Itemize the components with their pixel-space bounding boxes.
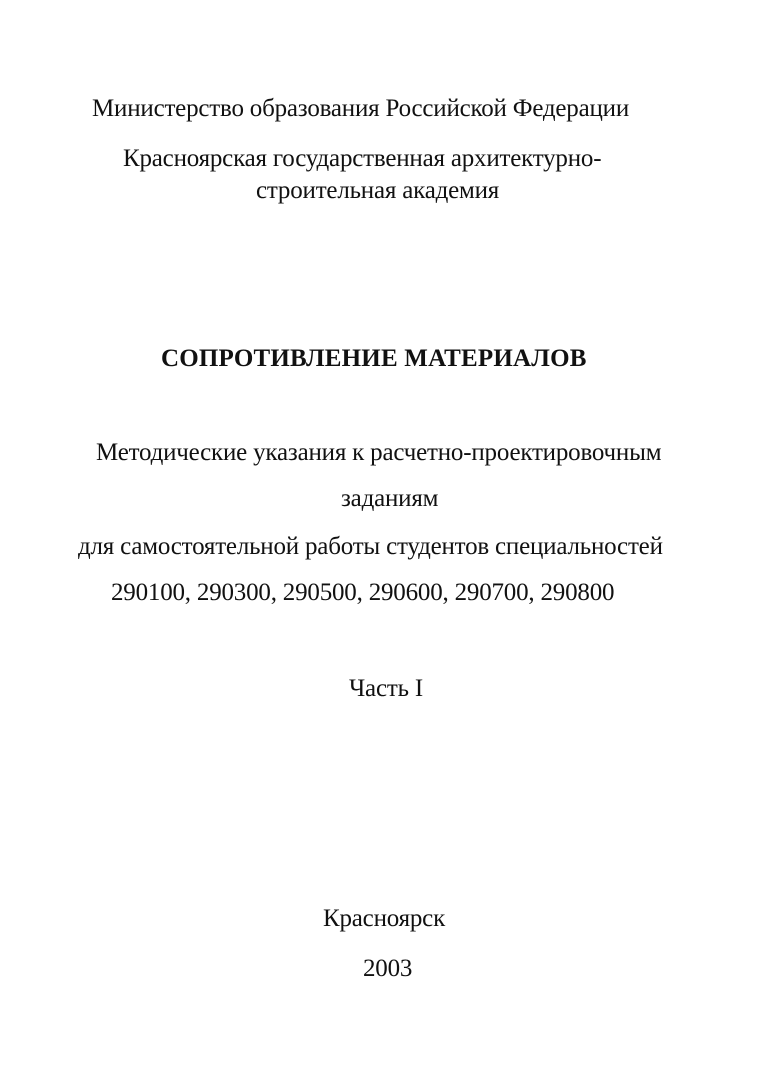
- subtitle-line2: заданиям: [341, 485, 439, 512]
- part-number: Часть I: [349, 675, 423, 702]
- year: 2003: [363, 955, 413, 982]
- ministry-name: Министерство образования Российской Федерации: [92, 95, 630, 122]
- subtitle-line1: Методические указания к расчетно-проектировочным: [96, 439, 662, 466]
- document-title: СОПРОТИВЛЕНИЕ МАТЕРИАЛОВ: [161, 345, 587, 372]
- city: Красноярск: [323, 905, 446, 932]
- academy-name-line1: Красноярская государственная архитектурно-: [123, 145, 602, 172]
- specialties-list: 290100, 290300, 290500, 290600, 290700, 290800: [111, 579, 615, 606]
- subtitle-line3: для самостоятельной работы студентов специальностей: [78, 533, 663, 560]
- academy-name-line2: строительная академия: [256, 177, 500, 204]
